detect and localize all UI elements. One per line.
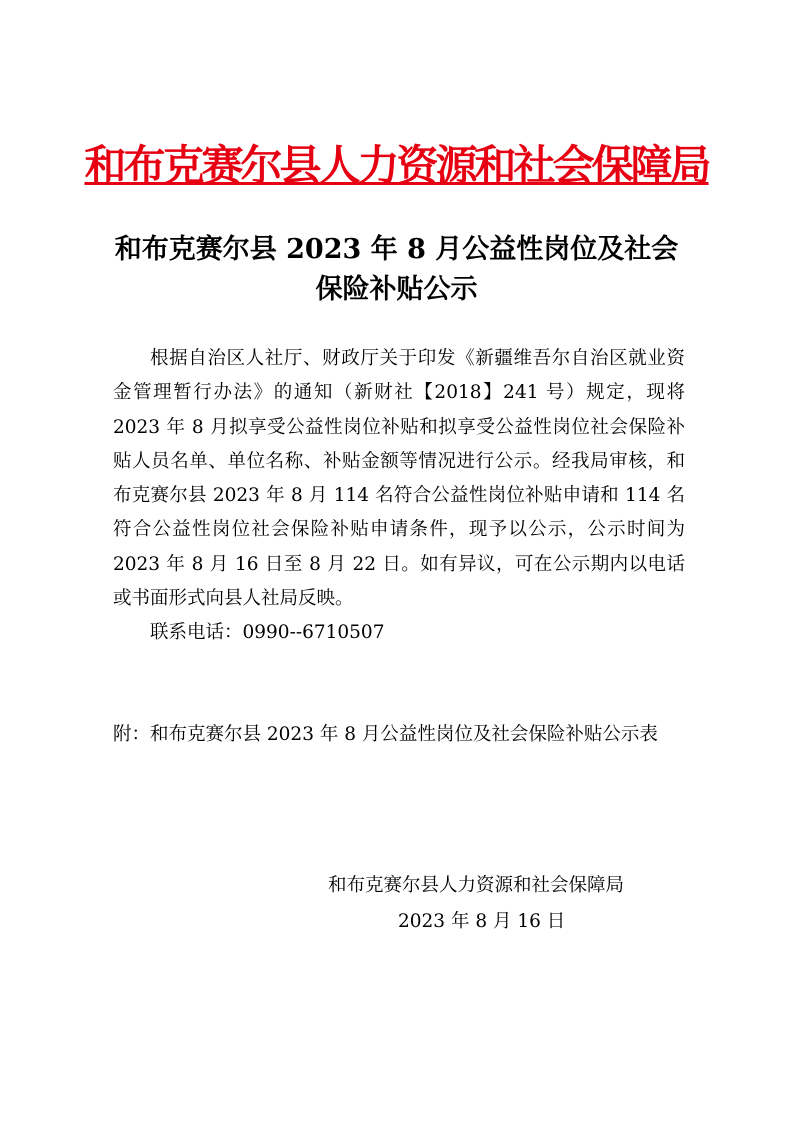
attachment-note: 附：和布克赛尔县 2023 年 8 月公益性岗位及社会保险补贴公示表 <box>113 724 658 745</box>
signature-block <box>320 868 700 940</box>
contact-phone: 联系电话：0990--6710507 <box>150 622 385 644</box>
signature-date: 2023 年 8 月 16 日 <box>398 911 566 932</box>
body-paragraph: 根据自治区人社厅、财政厅关于印发《新疆维吾尔自治区就业资金管理暂行办法》的通知（新财社【2018】241 号）规定，现将 2023 年 8 月拟享受公益性岗位补贴和拟享受公益性岗位社会保险补贴人员名单、单位名称、补贴金额等情况进行公示。经我局审核，和布克赛尔县 2023 年 8 月 114 名符合公益性岗位补贴申请和 114 名符合公益性岗位社会保险补贴申请条件，现予以公示，公示时间为 2023 年 8 月 16 日至 8 月 22 日。如有异议，可在公示期内以电话或书面形式向县人社局反映。 <box>113 348 685 610</box>
document-body <box>113 342 685 651</box>
red-letterhead <box>0 138 793 194</box>
document-title-line-1: 和布克赛尔县 2023 年 8 月公益性岗位及社会 <box>114 234 679 265</box>
signature-org: 和布克赛尔县人力资源和社会保障局 <box>328 875 625 896</box>
document-title <box>80 230 713 310</box>
document-title-line-2: 保险补贴公示 <box>315 274 478 305</box>
letterhead-org-name: 和布克赛尔县人力资源和社会保障局 <box>84 141 709 190</box>
